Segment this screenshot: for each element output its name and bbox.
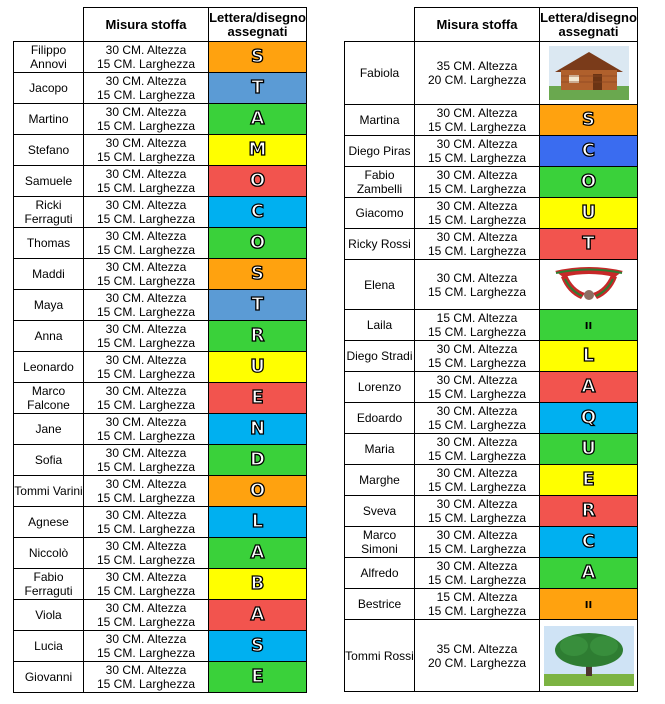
header-lettera-line2: assegnati [227, 23, 288, 39]
assigned-letter: T [251, 293, 264, 315]
assigned-letter-cell [209, 259, 307, 290]
assigned-letter-cell [540, 434, 638, 465]
empty-header-cell [345, 8, 415, 42]
table-row [14, 352, 307, 383]
fabric-measure [84, 259, 209, 290]
height-measure: 30 CM. Altezza [436, 342, 518, 356]
participant-name: Tommi Varini [14, 476, 84, 507]
width-measure: 15 CM. Larghezza [427, 182, 527, 196]
fabric-measure [84, 414, 209, 445]
width-measure: 15 CM. Larghezza [96, 460, 196, 474]
height-measure: 30 CM. Altezza [105, 291, 187, 305]
height-measure: 30 CM. Altezza [105, 198, 187, 212]
participant-name: Fabio Zambelli [345, 167, 415, 198]
height-measure: 30 CM. Altezza [436, 270, 518, 285]
height-measure: 30 CM. Altezza [105, 105, 187, 119]
participant-name: Agnese [14, 507, 84, 538]
assigned-letter-cell [209, 383, 307, 414]
height-measure: 30 CM. Altezza [436, 559, 518, 573]
participant-name: Diego Piras [345, 136, 415, 167]
table-row [14, 73, 307, 104]
assigned-letter-cell [209, 166, 307, 197]
participant-name: Sveva [345, 496, 415, 527]
assigned-letter-cell [540, 105, 638, 136]
table-row [345, 310, 638, 341]
participant-name: Diego Stradi [345, 341, 415, 372]
assigned-letter: Q [580, 406, 597, 428]
assigned-letter-cell [209, 476, 307, 507]
fabric-measure [84, 352, 209, 383]
participant-name: Sofia [14, 445, 84, 476]
fabric-measure [415, 105, 540, 136]
assigned-letter-cell [540, 589, 638, 620]
fabric-measure [84, 73, 209, 104]
width-measure: 15 CM. Larghezza [96, 429, 196, 443]
width-measure: 15 CM. Larghezza [427, 213, 527, 227]
assigned-letter: R [581, 499, 596, 521]
assigned-letter: E [251, 386, 264, 408]
participant-name: Filippo Annovi [14, 42, 84, 73]
assigned-letter-cell [209, 600, 307, 631]
assigned-letter: C [581, 530, 596, 552]
assigned-letter-cell [209, 228, 307, 259]
table-row [345, 136, 638, 167]
width-measure: 15 CM. Larghezza [96, 57, 196, 71]
width-measure: 15 CM. Larghezza [427, 387, 527, 401]
height-measure: 30 CM. Altezza [105, 663, 187, 677]
assigned-letter-cell [209, 73, 307, 104]
empty-header-cell [14, 8, 84, 42]
height-measure: 30 CM. Altezza [436, 230, 518, 244]
assigned-letter-cell [209, 135, 307, 166]
fabric-measure [415, 372, 540, 403]
height-measure: 30 CM. Altezza [105, 477, 187, 491]
height-measure: 30 CM. Altezza [105, 322, 187, 336]
assigned-letter: M [248, 138, 267, 160]
participant-name: Lorenzo [345, 372, 415, 403]
fabric-measure [84, 383, 209, 414]
fabric-measure [415, 558, 540, 589]
assigned-letter-cell [209, 631, 307, 662]
header-misura: Misura stoffa [84, 8, 209, 42]
height-measure: 30 CM. Altezza [105, 136, 187, 150]
table-row [345, 372, 638, 403]
height-measure: 30 CM. Altezza [105, 632, 187, 646]
width-measure: 15 CM. Larghezza [427, 120, 527, 134]
header-lettera-line2: assegnati [558, 23, 619, 39]
participant-name: Maya [14, 290, 84, 321]
fabric-measure [415, 260, 540, 310]
header-lettera-line1: Lettera/disegno [540, 9, 637, 25]
fabric-measure [84, 290, 209, 321]
height-measure: 15 CM. Altezza [436, 590, 518, 604]
fabric-measure [415, 403, 540, 434]
width-measure: 15 CM. Larghezza [96, 150, 196, 164]
assigned-letter-cell [209, 321, 307, 352]
tree-image [544, 626, 634, 686]
assigned-letter: A [250, 541, 265, 563]
height-measure: 30 CM. Altezza [105, 415, 187, 429]
participant-name: Leonardo [14, 352, 84, 383]
height-measure: 30 CM. Altezza [105, 446, 187, 460]
assigned-letter-cell [540, 42, 638, 105]
table-row [14, 228, 307, 259]
table-row [14, 538, 307, 569]
table-row [14, 321, 307, 352]
width-measure: 20 CM. Larghezza [427, 73, 527, 87]
width-measure: 15 CM. Larghezza [96, 243, 196, 257]
height-measure: 30 CM. Altezza [105, 508, 187, 522]
assigned-letter-cell [209, 42, 307, 73]
height-measure: 15 CM. Altezza [436, 311, 518, 325]
fabric-measure [415, 434, 540, 465]
fabric-measure [415, 42, 540, 105]
participant-name: Marco Falcone [14, 383, 84, 414]
width-measure: 15 CM. Larghezza [96, 274, 196, 288]
height-measure: 30 CM. Altezza [436, 528, 518, 542]
assigned-letter-cell [540, 260, 638, 310]
fabric-measure [84, 228, 209, 259]
assigned-letter-cell [209, 352, 307, 383]
table-row [345, 229, 638, 260]
cabin-image [549, 46, 629, 100]
assigned-letter: A [250, 603, 265, 625]
assigned-letter-cell [540, 229, 638, 260]
participant-name: Fabiola [345, 42, 415, 105]
table-row [345, 198, 638, 229]
height-measure: 30 CM. Altezza [436, 404, 518, 418]
table-row [345, 589, 638, 620]
width-measure: 15 CM. Larghezza [96, 615, 196, 629]
assigned-letter: S [251, 634, 264, 656]
height-measure: 30 CM. Altezza [105, 260, 187, 274]
width-measure: 15 CM. Larghezza [427, 356, 527, 370]
width-measure: 15 CM. Larghezza [427, 604, 527, 618]
right-assignment-table [344, 7, 638, 692]
assigned-letter-cell [209, 569, 307, 600]
assigned-letter: O [580, 170, 597, 192]
fabric-measure [84, 135, 209, 166]
width-measure: 15 CM. Larghezza [427, 480, 527, 494]
fabric-measure [415, 527, 540, 558]
height-measure: 30 CM. Altezza [436, 199, 518, 213]
height-measure: 30 CM. Altezza [436, 106, 518, 120]
height-measure: 35 CM. Altezza [436, 59, 518, 73]
width-measure: 15 CM. Larghezza [96, 677, 196, 691]
width-measure: 15 CM. Larghezza [427, 449, 527, 463]
assigned-letter: S [251, 45, 264, 67]
assigned-letter: D [250, 448, 265, 470]
width-measure: 15 CM. Larghezza [427, 325, 527, 339]
fabric-measure [84, 538, 209, 569]
assigned-letter-cell [540, 310, 638, 341]
fabric-measure [84, 631, 209, 662]
width-measure: 15 CM. Larghezza [96, 88, 196, 102]
participant-name: Samuele [14, 166, 84, 197]
height-measure: 30 CM. Altezza [105, 570, 187, 584]
table-row [345, 42, 638, 105]
participant-name: Tommi Rossi [345, 620, 415, 692]
table-row [14, 135, 307, 166]
width-measure: 15 CM. Larghezza [427, 244, 527, 258]
table-row [14, 631, 307, 662]
table-row [14, 507, 307, 538]
width-measure: 15 CM. Larghezza [96, 305, 196, 319]
left-table-body [14, 42, 307, 693]
participant-name: Maria [345, 434, 415, 465]
fabric-measure [84, 600, 209, 631]
width-measure: 15 CM. Larghezza [427, 573, 527, 587]
height-measure: 30 CM. Altezza [436, 137, 518, 151]
width-measure: 15 CM. Larghezza [427, 542, 527, 556]
participant-name: Ricki Ferraguti [14, 197, 84, 228]
fabric-measure [84, 104, 209, 135]
assigned-letter-cell [209, 445, 307, 476]
assigned-letter-cell [540, 496, 638, 527]
assigned-letter-cell [540, 620, 638, 692]
participant-name: Edoardo [345, 403, 415, 434]
table-row [14, 414, 307, 445]
fabric-measure [84, 166, 209, 197]
height-measure: 30 CM. Altezza [436, 497, 518, 511]
assigned-letter: U [581, 437, 596, 459]
participant-name: Laila [345, 310, 415, 341]
table-row [14, 662, 307, 693]
assigned-letter: T [251, 76, 264, 98]
height-measure: 35 CM. Altezza [436, 641, 518, 656]
height-measure: 30 CM. Altezza [105, 601, 187, 615]
width-measure: 15 CM. Larghezza [96, 367, 196, 381]
assigned-letter-cell [209, 662, 307, 693]
table-row [14, 197, 307, 228]
assigned-letter-cell [209, 290, 307, 321]
width-measure: 15 CM. Larghezza [96, 491, 196, 505]
assigned-letter: II [584, 321, 593, 332]
table-row [14, 445, 307, 476]
assigned-letter: E [582, 468, 595, 490]
table-row [345, 341, 638, 372]
height-measure: 30 CM. Altezza [105, 167, 187, 181]
participant-name: Stefano [14, 135, 84, 166]
right-table-body [345, 42, 638, 692]
assigned-letter: O [249, 231, 266, 253]
assigned-letter-cell [540, 167, 638, 198]
width-measure: 15 CM. Larghezza [96, 522, 196, 536]
fabric-measure [415, 496, 540, 527]
assigned-letter: R [250, 324, 265, 346]
table-row [345, 620, 638, 692]
participant-name: Marghe [345, 465, 415, 496]
fabric-measure [415, 198, 540, 229]
table-row [14, 383, 307, 414]
height-measure: 30 CM. Altezza [105, 74, 187, 88]
participant-name: Anna [14, 321, 84, 352]
table-row [14, 42, 307, 73]
assigned-letter-cell [540, 198, 638, 229]
assigned-letter-cell [540, 341, 638, 372]
assigned-letter: A [581, 561, 596, 583]
width-measure: 15 CM. Larghezza [427, 418, 527, 432]
participant-name: Lucia [14, 631, 84, 662]
width-measure: 15 CM. Larghezza [96, 398, 196, 412]
fabric-measure [415, 620, 540, 692]
scarf-image [551, 263, 627, 307]
fabric-measure [84, 445, 209, 476]
assigned-letter: N [249, 417, 266, 439]
width-measure: 15 CM. Larghezza [427, 151, 527, 165]
assigned-letter: U [250, 355, 265, 377]
height-measure: 30 CM. Altezza [436, 435, 518, 449]
fabric-measure [415, 310, 540, 341]
header-lettera [209, 8, 307, 42]
assigned-letter: O [249, 169, 266, 191]
assigned-letter: T [582, 232, 595, 254]
assigned-letter-cell [540, 403, 638, 434]
participant-name: Jacopo [14, 73, 84, 104]
height-measure: 30 CM. Altezza [105, 229, 187, 243]
height-measure: 30 CM. Altezza [436, 466, 518, 480]
fabric-measure [84, 507, 209, 538]
header-lettera-line1: Lettera/disegno [209, 9, 306, 25]
fabric-measure [84, 662, 209, 693]
assigned-letter: C [581, 139, 596, 161]
assigned-letter-cell [540, 136, 638, 167]
height-measure: 30 CM. Altezza [436, 168, 518, 182]
table-row [345, 558, 638, 589]
width-measure: 15 CM. Larghezza [96, 584, 196, 598]
assigned-letter-cell [540, 558, 638, 589]
height-measure: 30 CM. Altezza [105, 539, 187, 553]
participant-name: Ricky Rossi [345, 229, 415, 260]
participant-name: Giovanni [14, 662, 84, 693]
participant-name: Marco Simoni [345, 527, 415, 558]
table-row [345, 527, 638, 558]
assigned-letter-cell [209, 538, 307, 569]
table-row [14, 476, 307, 507]
participant-name: Maddi [14, 259, 84, 290]
width-measure: 15 CM. Larghezza [96, 336, 196, 350]
table-row [345, 105, 638, 136]
participant-name: Giacomo [345, 198, 415, 229]
participant-name: Niccolò [14, 538, 84, 569]
participant-name: Bestrice [345, 589, 415, 620]
assigned-letter: S [582, 108, 595, 130]
assigned-letter-cell [540, 465, 638, 496]
fabric-measure [415, 136, 540, 167]
table-row [14, 600, 307, 631]
assigned-letter: C [250, 200, 265, 222]
participant-name: Fabio Ferraguti [14, 569, 84, 600]
table-row [345, 496, 638, 527]
participant-name: Viola [14, 600, 84, 631]
assigned-letter: L [251, 510, 264, 532]
width-measure: 20 CM. Larghezza [427, 655, 527, 670]
fabric-measure [415, 229, 540, 260]
height-measure: 30 CM. Altezza [105, 384, 187, 398]
participant-name: Alfredo [345, 558, 415, 589]
header-lettera [540, 8, 638, 42]
width-measure: 15 CM. Larghezza [96, 212, 196, 226]
table-row [14, 290, 307, 321]
table-row [345, 403, 638, 434]
height-measure: 30 CM. Altezza [105, 353, 187, 367]
assigned-letter: II [584, 600, 593, 611]
assigned-letter-cell [209, 507, 307, 538]
width-measure: 15 CM. Larghezza [96, 553, 196, 567]
participant-name: Thomas [14, 228, 84, 259]
width-measure: 15 CM. Larghezza [427, 511, 527, 525]
assigned-letter: S [251, 262, 264, 284]
assigned-letter: A [581, 375, 596, 397]
assigned-letter: L [582, 344, 595, 366]
table-row [345, 465, 638, 496]
fabric-measure [84, 197, 209, 228]
fabric-measure [415, 167, 540, 198]
table-row [345, 167, 638, 198]
fabric-measure [415, 589, 540, 620]
width-measure: 15 CM. Larghezza [96, 119, 196, 133]
assigned-letter-cell [209, 197, 307, 228]
table-row [345, 260, 638, 310]
participant-name: Martina [345, 105, 415, 136]
width-measure: 15 CM. Larghezza [427, 284, 527, 299]
height-measure: 30 CM. Altezza [436, 373, 518, 387]
assigned-letter: A [250, 107, 265, 129]
left-assignment-table [13, 7, 307, 693]
table-row [14, 259, 307, 290]
fabric-measure [84, 321, 209, 352]
fabric-measure [84, 42, 209, 73]
assigned-letter: E [251, 665, 264, 687]
assigned-letter: B [250, 572, 265, 594]
table-row [14, 104, 307, 135]
table-row [345, 434, 638, 465]
width-measure: 15 CM. Larghezza [96, 646, 196, 660]
header-misura: Misura stoffa [415, 8, 540, 42]
assigned-letter: U [581, 201, 596, 223]
fabric-measure [84, 476, 209, 507]
width-measure: 15 CM. Larghezza [96, 181, 196, 195]
participant-name: Martino [14, 104, 84, 135]
assigned-letter-cell [209, 104, 307, 135]
table-row [14, 569, 307, 600]
assigned-letter-cell [209, 414, 307, 445]
fabric-measure [415, 465, 540, 496]
fabric-measure [415, 341, 540, 372]
participant-name: Elena [345, 260, 415, 310]
assigned-letter-cell [540, 372, 638, 403]
assigned-letter-cell [540, 527, 638, 558]
participant-name: Jane [14, 414, 84, 445]
fabric-measure [84, 569, 209, 600]
table-row [14, 166, 307, 197]
assigned-letter: O [249, 479, 266, 501]
height-measure: 30 CM. Altezza [105, 43, 187, 57]
